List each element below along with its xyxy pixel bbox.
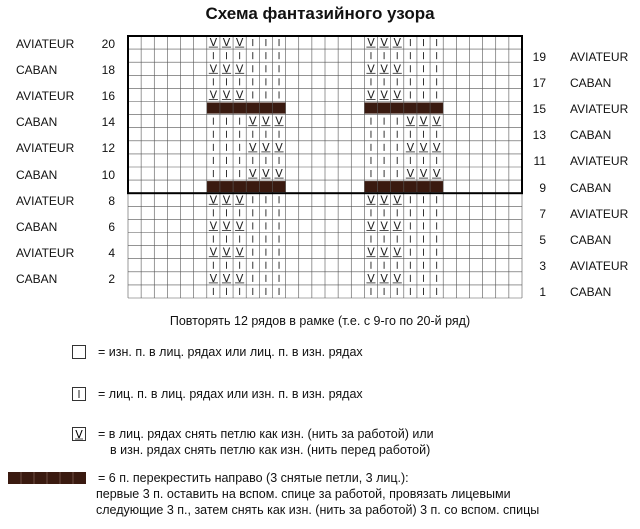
row-number: 6 xyxy=(108,219,115,234)
cable-cell xyxy=(378,181,391,192)
cable-cell xyxy=(404,181,417,192)
cable-bar-symbol xyxy=(8,471,88,485)
slip-stitch-mark: V xyxy=(380,62,388,76)
slip-stitch-mark: V xyxy=(432,167,441,181)
slip-stitch-mark: V xyxy=(262,114,270,128)
legend-text: = 6 п. перекрестить направо (3 снятые петли, 3 лиц.): xyxy=(98,471,409,485)
slip-stitch-mark: V xyxy=(393,245,401,259)
slip-stitch-mark: V xyxy=(209,36,218,50)
slip-stitch-mark: V xyxy=(275,167,283,181)
row-number: 2 xyxy=(108,272,115,287)
row-number: 14 xyxy=(101,115,115,130)
row-number: 1 xyxy=(539,285,546,300)
cable-cell xyxy=(378,103,391,114)
slip-stitch-mark: V xyxy=(393,271,401,285)
slip-stitch-mark: V xyxy=(380,219,388,233)
slip-stitch-mark: V xyxy=(419,140,428,154)
row-label-name: CABAN xyxy=(570,75,612,90)
slip-stitch-mark: V xyxy=(367,219,375,233)
legend-text: первые 3 п. оставить на вспом. спице за работой, провязать лицевыми xyxy=(96,487,511,501)
slip-stitch-mark: V xyxy=(393,36,401,50)
row-label-name: CABAN xyxy=(16,167,58,182)
slip-stitch-mark: V xyxy=(235,219,244,233)
row-label-name: CABAN xyxy=(570,128,612,143)
knit-cell-symbol xyxy=(72,387,86,401)
cable-cell xyxy=(391,103,404,114)
slip-stitch-mark: V xyxy=(432,114,441,128)
row-label-name: CABAN xyxy=(570,285,612,300)
empty-cell-symbol xyxy=(72,345,86,359)
cable-cell xyxy=(391,181,404,192)
row-number: 7 xyxy=(539,206,546,221)
row-label-name: CABAN xyxy=(16,272,58,287)
slip-stitch-mark: V xyxy=(380,36,388,50)
cable-cell xyxy=(246,103,259,114)
cable-cell xyxy=(272,103,285,114)
slip-stitch-mark: V xyxy=(380,193,388,207)
row-label-name: AVIATEUR xyxy=(570,154,629,169)
slip-stitch-mark: V xyxy=(209,245,218,259)
row-label-name: CABAN xyxy=(16,62,58,77)
row-number: 15 xyxy=(532,102,546,117)
slip-stitch-mark: V xyxy=(222,271,231,285)
cable-cell xyxy=(430,103,443,114)
cable-cell xyxy=(220,103,233,114)
slip-stitch-mark: V xyxy=(249,167,257,181)
row-number: 12 xyxy=(101,141,115,156)
cable-cell xyxy=(430,181,443,192)
cable-cell xyxy=(364,103,377,114)
slip-stitch-mark: V xyxy=(367,193,375,207)
slip-stitch-mark: V xyxy=(406,140,415,154)
chart-title: Схема фантазийного узора xyxy=(205,4,435,23)
row-label-name: AVIATEUR xyxy=(570,102,629,117)
row-number: 17 xyxy=(532,75,546,90)
slip-stitch-mark: V xyxy=(406,114,415,128)
slip-stitch-mark: V xyxy=(419,167,428,181)
repeat-note: Повторять 12 рядов в рамке (т.е. с 9-го по 20-й ряд) xyxy=(169,314,471,328)
slip-stitch-mark: V xyxy=(222,245,231,259)
cable-cell xyxy=(272,181,285,192)
slip-stitch-mark: V xyxy=(222,193,231,207)
row-label-name: AVIATEUR xyxy=(570,206,629,221)
slip-stitch-mark: V xyxy=(380,88,388,102)
cable-cell xyxy=(404,103,417,114)
row-number: 9 xyxy=(539,180,546,195)
row-number: 8 xyxy=(108,193,115,208)
row-label-name: AVIATEUR xyxy=(16,246,75,261)
cable-cell xyxy=(259,181,272,192)
slip-stitch-mark: V xyxy=(367,88,375,102)
slip-stitch-mark: V xyxy=(393,219,401,233)
row-number: 10 xyxy=(101,167,115,182)
slip-stitch-mark: V xyxy=(222,36,231,50)
svg-text:V: V xyxy=(75,428,83,441)
slip-stitch-mark: V xyxy=(367,36,375,50)
slip-stitch-mark: V xyxy=(235,88,244,102)
slip-stitch-mark: V xyxy=(275,140,283,154)
row-number: 20 xyxy=(101,36,115,51)
row-label-name: AVIATEUR xyxy=(16,141,75,156)
legend-text: следующие 3 п., затем снять как изн. (нить за работой) 3 п. со вспом. спицы xyxy=(96,503,540,517)
cable-cell xyxy=(364,181,377,192)
slip-stitch-mark: V xyxy=(419,114,428,128)
row-number: 13 xyxy=(532,128,546,143)
row-number: 16 xyxy=(101,88,115,103)
slip-stitch-mark: V xyxy=(209,88,218,102)
legend-text: = лиц. п. в лиц. рядах или изн. п. в изн. рядах xyxy=(98,387,363,401)
slip-stitch-mark: V xyxy=(249,114,257,128)
cable-cell xyxy=(259,103,272,114)
legend-text: = изн. п. в лиц. рядах или лиц. п. в изн. рядах xyxy=(98,345,363,359)
cable-cell xyxy=(207,103,220,114)
row-label-name: AVIATEUR xyxy=(16,193,75,208)
row-label-name: CABAN xyxy=(16,219,58,234)
row-label-name: CABAN xyxy=(570,180,612,195)
slip-stitch-mark: V xyxy=(235,245,244,259)
row-label-name: AVIATEUR xyxy=(570,49,629,64)
cable-cell xyxy=(233,181,246,192)
slip-stitch-mark: V xyxy=(222,88,231,102)
row-number: 3 xyxy=(539,259,546,274)
slip-stitch-mark: V xyxy=(367,271,375,285)
slip-stitch-mark: V xyxy=(367,62,375,76)
row-label-name: AVIATEUR xyxy=(16,88,75,103)
row-label-name: CABAN xyxy=(570,233,612,248)
slip-stitch-mark: V xyxy=(275,114,283,128)
slip-stitch-mark: V xyxy=(209,219,218,233)
slip-stitch-mark: V xyxy=(432,140,441,154)
slip-stitch-mark: V xyxy=(235,62,244,76)
cable-cell xyxy=(246,181,259,192)
row-number: 5 xyxy=(539,233,546,248)
slip-stitch-mark: V xyxy=(380,245,388,259)
row-number: 4 xyxy=(108,246,115,261)
legend-text: = в лиц. рядах снять петлю как изн. (нить за работой) или xyxy=(98,427,434,441)
slip-stitch-mark: V xyxy=(262,140,270,154)
slip-stitch-mark: V xyxy=(262,167,270,181)
slip-stitch-mark: V xyxy=(367,245,375,259)
slip-stitch-mark: V xyxy=(393,62,401,76)
slip-cell-symbol xyxy=(72,427,86,441)
slip-stitch-mark: V xyxy=(209,62,218,76)
legend-text: в изн. рядах снять петлю как изн. (нить перед работой) xyxy=(110,443,431,457)
slip-stitch-mark: V xyxy=(222,219,231,233)
slip-stitch-mark: V xyxy=(393,193,401,207)
row-label-name: CABAN xyxy=(16,115,58,130)
cable-cell xyxy=(233,103,246,114)
row-number: 18 xyxy=(101,62,115,77)
slip-stitch-mark: V xyxy=(406,167,415,181)
slip-stitch-mark: V xyxy=(249,140,257,154)
cable-cell xyxy=(417,103,430,114)
row-number: 11 xyxy=(533,154,546,169)
slip-stitch-mark: V xyxy=(209,193,218,207)
cable-cell xyxy=(207,181,220,192)
slip-stitch-mark: V xyxy=(380,271,388,285)
slip-stitch-mark: V xyxy=(235,271,244,285)
slip-stitch-mark: V xyxy=(209,271,218,285)
cable-cell xyxy=(220,181,233,192)
slip-stitch-mark: V xyxy=(235,193,244,207)
slip-stitch-mark: V xyxy=(393,88,401,102)
row-number: 19 xyxy=(532,49,546,64)
slip-stitch-mark: V xyxy=(222,62,231,76)
row-label-name: AVIATEUR xyxy=(16,36,75,51)
slip-stitch-mark: V xyxy=(235,36,244,50)
row-label-name: AVIATEUR xyxy=(570,259,629,274)
cable-cell xyxy=(417,181,430,192)
